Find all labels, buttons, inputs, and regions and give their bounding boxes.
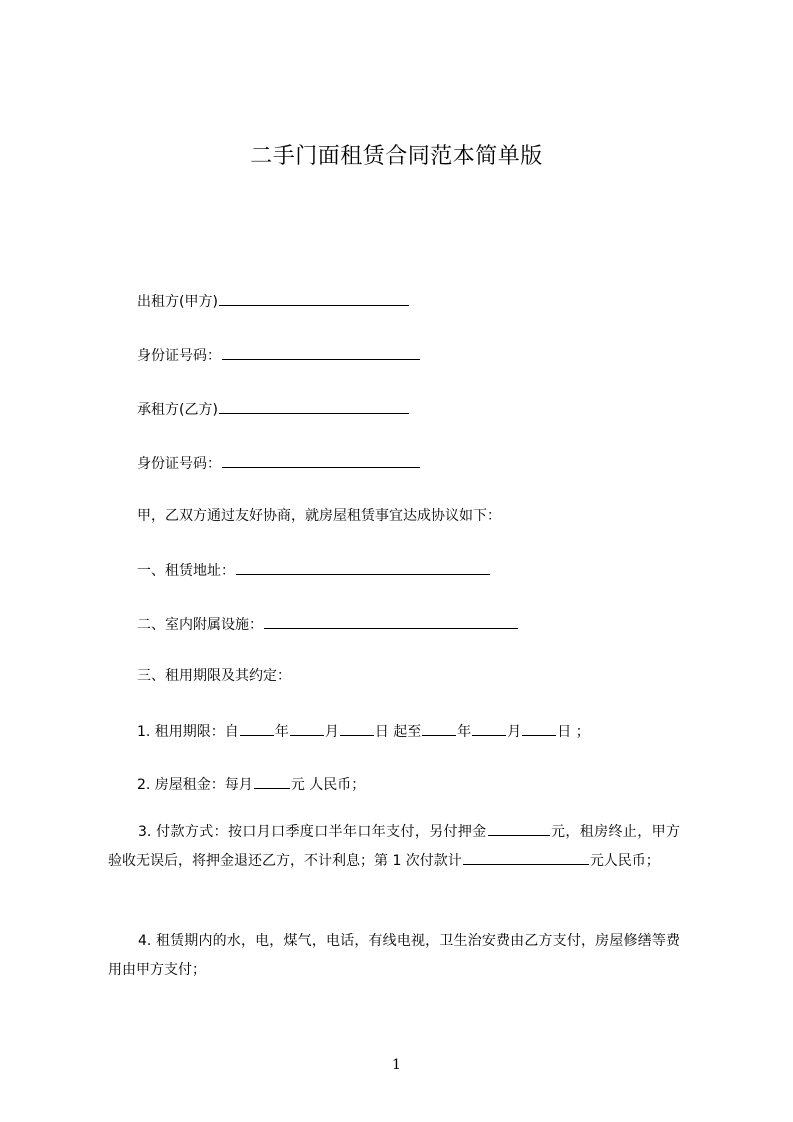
facilities-line — [137, 613, 519, 635]
start-year-unit: 年 — [274, 724, 289, 740]
lessor-id-blank[interactable] — [222, 344, 420, 360]
address-label: 一、租赁地址： — [137, 563, 235, 579]
lessee-id-line — [137, 452, 421, 474]
lessee-id-label: 身份证号码： — [137, 456, 221, 472]
term-line — [137, 720, 590, 742]
payment-text-2: 元，租房终止，甲方验收无误后，将押金退还乙方，不计利息；第 1 次付款计 — [108, 824, 680, 869]
start-month-unit: 月 — [324, 724, 339, 740]
end-day-unit: 日 ； — [557, 724, 590, 740]
page-number: 1 — [392, 1057, 401, 1073]
first-payment-blank[interactable] — [463, 849, 589, 865]
end-day-blank[interactable] — [522, 720, 556, 736]
deposit-blank[interactable] — [488, 820, 550, 836]
intro-paragraph: 甲，乙双方通过友好协商，就房屋租赁事宜达成协议如下： — [137, 508, 501, 524]
payment-text-1: 3. 付款方式：按口月口季度口半年口年支付，另付押金 — [138, 824, 487, 840]
facilities-blank[interactable] — [264, 613, 518, 629]
lessee-line — [137, 398, 410, 420]
rent-amount-blank[interactable] — [254, 773, 290, 789]
document-title: 二手门面租赁合同范本简单版 — [250, 144, 543, 169]
lessor-label: 出租方(甲方) — [137, 294, 218, 310]
lessor-line — [137, 290, 410, 312]
lessee-id-blank[interactable] — [222, 452, 420, 468]
address-blank[interactable] — [236, 559, 490, 575]
rent-prefix: 2. 房屋租金：每月 — [137, 777, 253, 793]
lessee-blank[interactable] — [219, 398, 409, 414]
term-prefix: 1. 租用期限：自 — [137, 724, 239, 740]
rent-suffix: 元 人民币； — [290, 777, 366, 793]
end-month-blank[interactable] — [472, 720, 506, 736]
term-heading: 三、租用期限及其约定： — [137, 668, 291, 684]
rent-line — [137, 773, 365, 795]
start-year-blank[interactable] — [240, 720, 274, 736]
end-year-unit: 年 — [457, 724, 472, 740]
end-month-unit: 月 — [507, 724, 522, 740]
lessor-id-label: 身份证号码： — [137, 348, 221, 364]
end-year-blank[interactable] — [422, 720, 456, 736]
payment-text-3: 元人民币； — [589, 853, 660, 869]
start-day-blank[interactable] — [340, 720, 374, 736]
facilities-label: 二、室内附属设施： — [137, 617, 263, 633]
utilities-paragraph: 4. 租赁期内的水，电，煤气，电话，有线电视，卫生治安费由乙方支付，房屋修缮等费用由甲方支付； — [108, 933, 680, 978]
start-month-blank[interactable] — [290, 720, 324, 736]
lessee-label: 承租方(乙方) — [137, 402, 218, 418]
address-line — [137, 559, 491, 581]
lessor-id-line — [137, 344, 421, 366]
payment-paragraph — [108, 818, 680, 876]
start-day-unit: 日 起至 — [374, 724, 422, 740]
lessor-blank[interactable] — [219, 290, 409, 306]
